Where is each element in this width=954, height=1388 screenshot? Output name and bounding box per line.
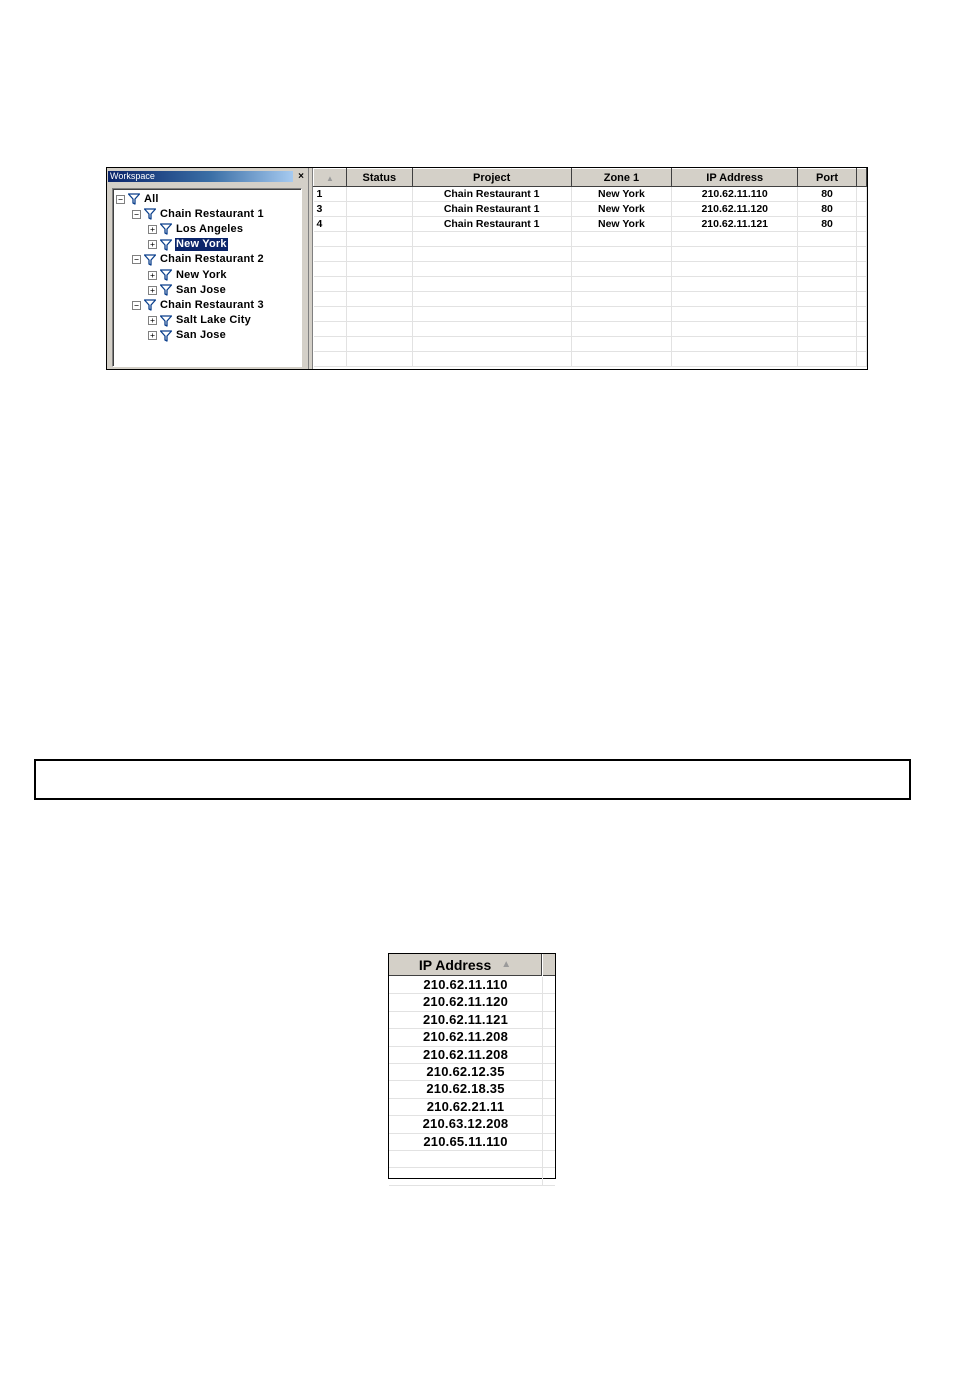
ip-address-value: 210.62.11.110 (389, 977, 543, 993)
table-cell (346, 202, 412, 217)
table-cell (798, 352, 857, 367)
table-cell (798, 337, 857, 352)
table-cell: 210.62.11.110 (672, 187, 798, 202)
table-row-empty (314, 307, 867, 322)
ip-address-value (389, 1151, 543, 1167)
table-cell (346, 187, 412, 202)
table-cell (672, 277, 798, 292)
table-cell: New York (571, 202, 672, 217)
table-row[interactable] (314, 202, 867, 217)
tree-node[interactable] (132, 207, 265, 221)
collapse-icon[interactable]: − (132, 255, 141, 264)
column-header[interactable]: IP Address (672, 169, 798, 187)
filter-funnel-icon (160, 269, 172, 281)
table-cell (672, 247, 798, 262)
table-cell (672, 292, 798, 307)
table-cell (314, 247, 347, 262)
table-cell (314, 292, 347, 307)
workspace-title: Workspace (108, 171, 293, 182)
ip-address-list (389, 977, 555, 1186)
list-item[interactable] (389, 1047, 555, 1064)
device-grid (313, 168, 867, 369)
tree-node-label: New York (176, 238, 227, 251)
table-cell (314, 337, 347, 352)
table-cell (571, 322, 672, 337)
table-row[interactable] (314, 187, 867, 202)
table-cell: 210.62.11.120 (672, 202, 798, 217)
header-filler (543, 954, 555, 976)
filter-funnel-icon (160, 315, 172, 327)
filter-funnel-icon (144, 208, 156, 220)
table-row-empty (314, 292, 867, 307)
table-cell (571, 337, 672, 352)
close-icon[interactable]: × (298, 171, 304, 182)
table-cell (412, 292, 571, 307)
table-cell (856, 262, 866, 277)
table-cell (672, 322, 798, 337)
expand-icon[interactable]: + (148, 316, 157, 325)
table-cell (798, 277, 857, 292)
tree-node[interactable] (148, 329, 227, 343)
tree-node-label: Salt Lake City (176, 314, 251, 327)
table-cell (346, 277, 412, 292)
table-cell (346, 262, 412, 277)
table-cell (412, 352, 571, 367)
workspace-tree (112, 188, 302, 367)
ip-address-value: 210.65.11.110 (389, 1134, 543, 1150)
tree-node-label: Chain Restaurant 2 (160, 253, 264, 266)
table-cell (314, 352, 347, 367)
ip-address-value: 210.62.11.120 (389, 994, 543, 1010)
table-cell (412, 277, 571, 292)
table-row-empty (314, 352, 867, 367)
table-cell: New York (571, 217, 672, 232)
table-cell: 80 (798, 187, 857, 202)
table-row-empty (314, 262, 867, 277)
ip-address-header[interactable] (389, 954, 542, 976)
table-row-empty (314, 247, 867, 262)
table-cell (571, 277, 672, 292)
list-item[interactable] (389, 1116, 555, 1133)
collapse-icon[interactable]: − (116, 195, 125, 204)
table-cell (412, 337, 571, 352)
list-item[interactable] (389, 1012, 555, 1029)
table-cell: 80 (798, 202, 857, 217)
ip-address-value: 210.63.12.208 (389, 1116, 543, 1132)
table-cell (412, 232, 571, 247)
table-cell: 80 (798, 217, 857, 232)
tree-node[interactable] (132, 298, 265, 312)
filter-funnel-icon (160, 330, 172, 342)
table-row[interactable] (314, 217, 867, 232)
list-item[interactable] (389, 1029, 555, 1046)
filter-funnel-icon (160, 284, 172, 296)
ip-address-value: 210.62.11.121 (389, 1012, 543, 1028)
table-cell (856, 217, 866, 232)
expand-icon[interactable]: + (148, 331, 157, 340)
workspace-panel (107, 168, 309, 369)
table-cell (412, 262, 571, 277)
list-item[interactable] (389, 1134, 555, 1151)
list-item-empty (389, 1151, 555, 1168)
table-cell: 1 (314, 187, 347, 202)
table-cell (856, 277, 866, 292)
device-table (313, 168, 867, 367)
ip-address-value: 210.62.18.35 (389, 1081, 543, 1097)
table-cell (856, 337, 866, 352)
list-item[interactable] (389, 994, 555, 1011)
list-item[interactable] (389, 1081, 555, 1098)
column-header-index[interactable] (314, 169, 347, 187)
table-cell: Chain Restaurant 1 (412, 217, 571, 232)
list-item[interactable] (389, 1064, 555, 1081)
table-cell (672, 337, 798, 352)
tree-node[interactable] (116, 192, 160, 206)
collapse-icon[interactable]: − (132, 210, 141, 219)
table-cell (856, 352, 866, 367)
table-cell (314, 307, 347, 322)
table-cell (856, 307, 866, 322)
expand-icon[interactable]: + (148, 225, 157, 234)
table-cell (571, 262, 672, 277)
table-cell (798, 292, 857, 307)
table-cell (856, 292, 866, 307)
table-cell (314, 277, 347, 292)
tree-node-label: San Jose (176, 329, 226, 342)
table-cell (412, 307, 571, 322)
table-cell: New York (571, 187, 672, 202)
table-cell (571, 247, 672, 262)
workspace-title-bar[interactable] (108, 170, 307, 183)
table-cell (346, 322, 412, 337)
tree-node-label: San Jose (176, 283, 226, 296)
caption-box (34, 759, 911, 800)
header-filler (856, 169, 866, 187)
table-row-empty (314, 232, 867, 247)
table-cell (672, 232, 798, 247)
table-cell (856, 187, 866, 202)
table-cell: 4 (314, 217, 347, 232)
list-item-empty (389, 1168, 555, 1185)
table-cell (571, 232, 672, 247)
table-cell (672, 262, 798, 277)
expand-icon[interactable]: + (148, 240, 157, 249)
filter-funnel-icon (160, 223, 172, 235)
tree-node[interactable] (148, 238, 228, 252)
workspace-screenshot (106, 167, 868, 370)
table-cell (798, 232, 857, 247)
column-header[interactable]: Status (346, 169, 412, 187)
tree-node-label: Chain Restaurant 3 (160, 298, 264, 311)
table-cell (314, 232, 347, 247)
ip-address-header-label: IP Address (418, 956, 492, 973)
tree-node[interactable] (148, 283, 227, 297)
filter-funnel-icon (144, 254, 156, 266)
filter-funnel-icon (160, 239, 172, 251)
table-cell (571, 352, 672, 367)
table-cell (798, 262, 857, 277)
table-cell (856, 232, 866, 247)
collapse-icon[interactable]: − (132, 301, 141, 310)
tree-node-label: New York (176, 268, 227, 281)
table-cell: 3 (314, 202, 347, 217)
table-cell (346, 232, 412, 247)
sort-ascending-icon: ▲ (325, 173, 334, 183)
table-cell (672, 352, 798, 367)
ip-address-value: 210.62.11.208 (389, 1047, 543, 1063)
table-cell (314, 322, 347, 337)
table-row-empty (314, 322, 867, 337)
tree-node-label: Chain Restaurant 1 (160, 207, 264, 220)
column-header[interactable]: Port (798, 169, 857, 187)
tree-node-label: Los Angeles (176, 222, 244, 235)
tree-node[interactable] (132, 253, 265, 267)
tree-node[interactable] (148, 268, 228, 282)
table-cell: Chain Restaurant 1 (412, 202, 571, 217)
table-cell: Chain Restaurant 1 (412, 187, 571, 202)
expand-icon[interactable]: + (148, 286, 157, 295)
expand-icon[interactable]: + (148, 271, 157, 280)
sort-ascending-icon: ▲ (501, 959, 512, 970)
table-cell (314, 262, 347, 277)
list-item[interactable] (389, 977, 555, 994)
table-cell (798, 307, 857, 322)
table-row-empty (314, 337, 867, 352)
table-cell (571, 292, 672, 307)
table-cell (346, 247, 412, 262)
ip-address-column (388, 953, 556, 1179)
tree-node[interactable] (148, 222, 244, 236)
table-cell (346, 307, 412, 322)
table-cell (856, 247, 866, 262)
table-cell (571, 307, 672, 322)
table-row-empty (314, 277, 867, 292)
filter-funnel-icon (144, 299, 156, 311)
table-cell (798, 322, 857, 337)
table-cell (346, 292, 412, 307)
column-header[interactable]: Project (412, 169, 571, 187)
table-cell (856, 202, 866, 217)
filter-funnel-icon (128, 193, 140, 205)
list-item[interactable] (389, 1099, 555, 1116)
table-cell (412, 322, 571, 337)
table-cell: 210.62.11.121 (672, 217, 798, 232)
ip-address-value: 210.62.11.208 (389, 1029, 543, 1045)
table-cell (346, 352, 412, 367)
table-cell (672, 307, 798, 322)
tree-node-label: All (144, 192, 159, 205)
table-cell (856, 322, 866, 337)
table-cell (798, 247, 857, 262)
tree-node[interactable] (148, 314, 252, 328)
ip-address-value: 210.62.12.35 (389, 1064, 543, 1080)
column-header[interactable]: Zone 1 (571, 169, 672, 187)
table-cell (346, 337, 412, 352)
ip-address-value (389, 1168, 543, 1184)
ip-address-value: 210.62.21.11 (389, 1099, 543, 1115)
table-cell (412, 247, 571, 262)
table-cell (346, 217, 412, 232)
